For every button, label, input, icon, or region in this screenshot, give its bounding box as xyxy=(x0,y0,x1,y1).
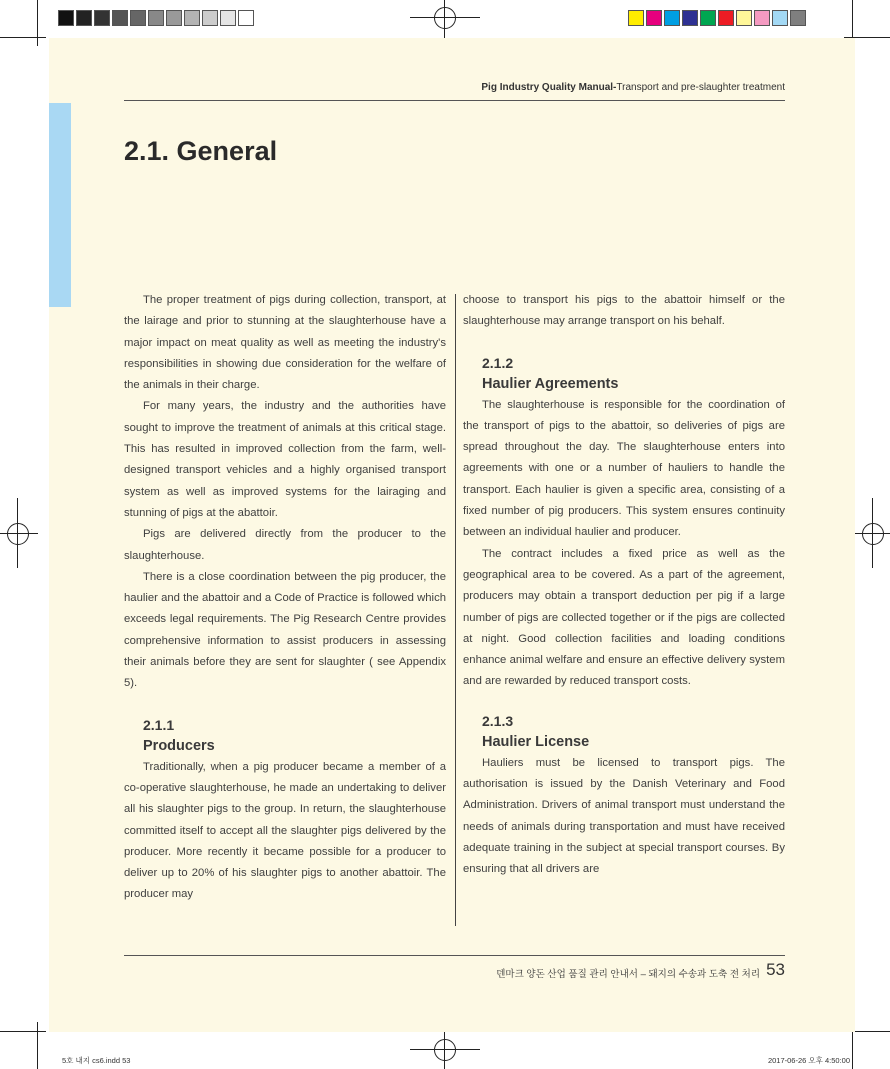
registration-mark-icon xyxy=(434,1039,456,1061)
registration-mark-icon xyxy=(434,7,456,29)
chapter-tab xyxy=(49,103,71,307)
color-swatch xyxy=(112,10,128,26)
color-swatch xyxy=(220,10,236,26)
color-swatch xyxy=(628,10,644,26)
crop-mark xyxy=(37,1022,38,1069)
color-swatch xyxy=(58,10,74,26)
paragraph: Hauliers must be licensed to transport pigs. The authorisation is issued by the Danish Veterinary and Food Administration. Drivers of animal transport must understand the needs of animals during transportation and must have received adequate training in the subject at special transport courses. By ensuring that all drivers are xyxy=(463,756,785,876)
section-title: Producers xyxy=(143,737,215,754)
chapter-title: 2.1. General xyxy=(124,136,278,166)
color-swatch xyxy=(238,10,254,26)
footer-rule xyxy=(124,955,785,956)
paragraph: Pigs are delivered directly from the producer to the slaughterhouse. xyxy=(124,528,446,562)
registration-mark-icon xyxy=(7,523,29,545)
column-divider xyxy=(455,294,456,926)
crop-mark xyxy=(37,0,38,46)
color-swatch xyxy=(682,10,698,26)
paragraph: The contract includes a fixed price as well as the geographical area to be covered. As a part of the agreement, producers may obtain a transport deduction per pig if a large number of pigs are collected together or if the pigs are collected at night. Good collection facilities and loading conditions enhance animal welfare and ensure an effective delivery system and are rewarded by reduced transport costs. xyxy=(463,547,785,688)
header-rule xyxy=(124,100,785,101)
running-head xyxy=(481,82,785,93)
section-title: Haulier License xyxy=(482,733,590,750)
running-head-bold: Pig Industry Quality Manual- xyxy=(481,82,617,93)
paragraph: choose to transport his pigs to the abattoir himself or the slaughterhouse may arrange transport on his behalf. xyxy=(463,294,785,328)
footer-text: 덴마크 양돈 산업 품질 관리 안내서 – 돼지의 수송과 도축 전 처리 xyxy=(496,969,760,980)
color-swatch xyxy=(736,10,752,26)
color-swatch xyxy=(76,10,92,26)
color-swatch xyxy=(166,10,182,26)
color-swatch xyxy=(700,10,716,26)
crop-mark xyxy=(0,1031,46,1032)
paragraph: The proper treatment of pigs during collection, transport, at the lairage and prior to stunning at the slaughterhouse have a major impact on meat quality as well as meeting the industry's responsibilities in showing due consideration for the welfare of the animals in their charge. xyxy=(124,294,446,392)
color-swatch xyxy=(790,10,806,26)
section-number: 2.1.3 xyxy=(482,712,514,729)
grayscale-swatch-bar xyxy=(58,10,256,26)
color-swatch xyxy=(148,10,164,26)
color-swatch xyxy=(664,10,680,26)
slug-file-info: 5호 내지 cs6.indd 53 xyxy=(62,1056,131,1065)
slug-timestamp: 2017-06-26 오후 4:50:00 xyxy=(767,1056,850,1065)
color-swatch xyxy=(202,10,218,26)
color-swatch-bar xyxy=(628,10,808,26)
running-head-normal: Transport and pre-slaughter treatment xyxy=(616,82,785,93)
registration-mark-icon xyxy=(862,523,884,545)
color-swatch xyxy=(754,10,770,26)
color-swatch xyxy=(130,10,146,26)
section-title: Haulier Agreements xyxy=(482,375,619,392)
color-swatch xyxy=(718,10,734,26)
color-swatch xyxy=(772,10,788,26)
right-column xyxy=(463,290,785,881)
paragraph: The slaughterhouse is responsible for the coordination of the transport of pigs to the abattoir, so deliveries of pigs are spread throughout the day. The slaughterhouse enters into agreements with one or a number of hauliers to handle the transport. Each haulier is given a specific area, consisting of a fixed number of pig producers. This system ensures continuity between an individual haulier and producer. xyxy=(463,398,785,539)
paragraph: There is a close coordination between the pig producer, the haulier and the abattoir and a Code of Practice is followed which exceeds legal requirements. The Pig Research Centre provides comprehensive information to assist producers in assessing their animals before they are sent for slaughter ( see Appendix 5). xyxy=(124,570,446,690)
color-swatch xyxy=(94,10,110,26)
section-number: 2.1.2 xyxy=(482,354,514,371)
crop-mark xyxy=(0,37,46,38)
left-column xyxy=(124,290,446,906)
color-swatch xyxy=(646,10,662,26)
paragraph: Traditionally, when a pig producer became a member of a co-operative slaughterhouse, he made an undertaking to deliver all his slaughter pigs to the group. In return, the slaughterhouse committed itself to accept all the slaughter pigs delivered by the producer. More recently it became possible for a producer to deliver up to 20% of his slaughter pigs to another abattoir. The producer may xyxy=(124,760,446,901)
paragraph: For many years, the industry and the authorities have sought to improve the treatment of animals at this critical stage. This has resulted in improved collection from the farm, well-designed transport vehicles and a highly organised transport system as well as improved systems for the lairaging and stunning of pigs at the abattoir. xyxy=(124,400,446,519)
section-number: 2.1.1 xyxy=(143,716,175,733)
color-swatch xyxy=(184,10,200,26)
page-number: 53 xyxy=(766,960,785,979)
